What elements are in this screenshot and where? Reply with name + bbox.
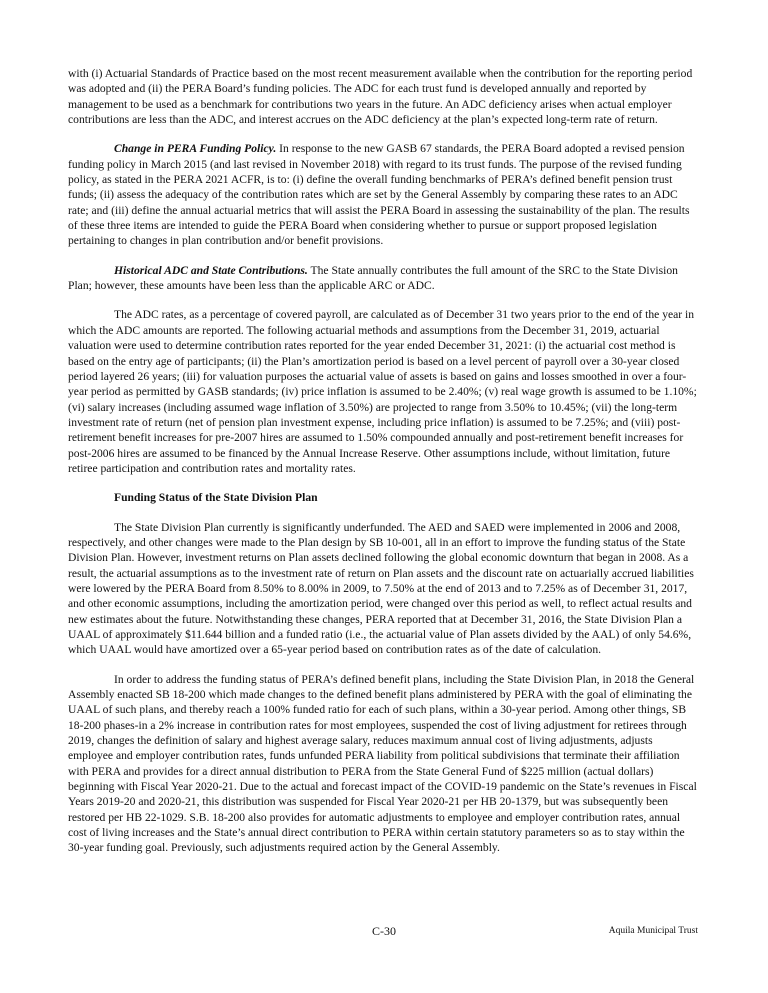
document-body: [68, 66, 700, 870]
body-historical-adc: The State annually contributes the full amount of the SRC to the State Division Plan; however, these amounts have been less than the applicable ARC or ADC.: [68, 263, 678, 293]
lead-funding-policy: Change in PERA Funding Policy.: [114, 142, 277, 156]
paragraph-continuation: with (i) Actuarial Standards of Practice based on the most recent measurement available when the contribution for the reporting period was adopted and (ii) the PERA Board’s funding policies. The ADC for each trust fund is developed annually and reported by management to be used as a benchmark for contributions two years in the future. An ADC deficiency arises when actual employer contributions are less than the ADC, and interest accrues on the ADC deficiency at the plan’s expected long-term rate of return.: [68, 67, 693, 127]
page-number: C-30: [372, 924, 396, 938]
lead-historical-adc: Historical ADC and State Contributions.: [114, 263, 308, 277]
paragraph-sb-18-200: In order to address the funding status of PERA’s defined benefit plans, including the State Division Plan, in 2018 the General Assembly enacted SB 18-200 which made changes to the defined benefit plans administered by PERA with the goal of eliminating the UAAL of such plans, and thereby reach a 100% funded ratio for each of such plans, within a 30-year period. Among other things, SB 18-200 phases-in a 2% increase in contribution rates for most employees, suspended the cost of living adjustment for retirees through 2019, changes the definition of salary and highest average salary, reduces maximum annual cost of living adjustments, adjusts employee and employer contribution rates, funds unfunded PERA liability from political subdivisions that terminate their affiliation with PERA and provides for a direct annual distribution to PERA from the State General Fund of $225 million (actual dollars) beginning with Fiscal Year 2020-21. Due to the actual and forecast impact of the COVID-19 pandemic on the State’s revenues in Fiscal Years 2019-20 and 2020-21, this distribution was suspended for Fiscal Year 2020-21 per HB 20-1379, but was subsequently been restored per HB 22-1029. S.B. 18-200 also provides for automatic adjustments to employee and employer contribution rates, annual cost of living increases and the State’s annual direct contribution to PERA within certain statutory parameters so as to stay within the 30-year funding goal. Previously, such adjustments required action by the General Assembly.: [68, 672, 697, 855]
paragraph-adc-rates: The ADC rates, as a percentage of covered payroll, are calculated as of December 31 two years prior to the end of the year in which the ADC amounts are reported. The following actuarial methods and assumptions from the December 31, 2019, actuarial valuation were used to determine contribution rates reported for the year ended December 31, 2021: (i) the actuarial cost method is based on the entry age of participants; (ii) the Plan’s amortization period is based on a level percent of payroll over a 30-year closed period layered 26 years; (iii) for valuation purposes the actuarial value of assets is based on gains and losses smoothed in over a four-year period as permitted by GASB standards; (iv) price inflation is assumed to be 2.40%; (v) real wage growth is assumed to be 1.10%; (vi) salary increases (including assumed wage inflation of 3.50%) are projected to range from 3.50% to 10.45%; (vii) the long-term investment rate of return (net of pension plan investment expense, including price inflation) is assumed to be 7.25%; and (viii) post-retirement benefit increases for pre-2007 hires are assumed to 1.50% compounded annually and post-retirement benefit increases for post-2006 hires are assumed to be financed by the Annual Increase Reserve. Other assumptions include, without limitation, future retiree participation and contribution rates and mortality rates.: [68, 308, 697, 475]
section-heading: Funding Status of the State Division Plan: [114, 491, 318, 505]
body-funding-policy: In response to the new GASB 67 standards, the PERA Board adopted a revised pension funding policy in March 2015 (and last revised in November 2018) with regard to its trust funds. The purpose of the revised funding policy, as stated in the PERA 2021 ACFR, is to: (i) define the overall funding benchmarks of PERA’s defined benefit pension trust funds; (ii) assess the adequacy of the contribution rates which are set by the General Assembly by comparing these rates to an ADC rate; and (iii) define the annual actuarial metrics that will assist the PERA Board in assessing the sustainability of the plan. The results of these three items are intended to guide the PERA Board when considering whether to pursue or support proposed legislation pertaining to changes in plan contribution and/or benefit provisions.: [68, 142, 690, 248]
footer-brand: Aquila Municipal Trust: [608, 926, 698, 936]
paragraph-funding-policy: [68, 141, 700, 248]
paragraph-underfunded: The State Division Plan currently is significantly underfunded. The AED and SAED were implemented in 2006 and 2008, respectively, and other changes were made to the Plan design by SB 10-001, all in an effort to improve the funding status of the State Division Plan. However, investment returns on Plan assets declined following the global economic downturn that began in 2008. As a result, the actuarial assumptions as to the investment rate of return on Plan assets and the discount rate on actuarially accrued liabilities were lowered by the PERA Board from 8.50% to 8.00% in 2009, to 7.50% at the end of 2013 and to 7.25% as of December 31, 2017, and other economic assumptions, including the amortization period, were changed over this period as well, to reflect actual results and new estimates about the future. Notwithstanding these changes, PERA reported that at December 31, 2016, the State Division Plan a UAAL of approximately $11.644 billion and a funded ratio (i.e., the actuarial value of Plan assets divided by the AAL) of only 54.6%, which UAAL would have amortized over a 65-year period based on contribution rates as of the date of calculation.: [68, 520, 694, 657]
paragraph-historical-adc: [68, 263, 700, 294]
